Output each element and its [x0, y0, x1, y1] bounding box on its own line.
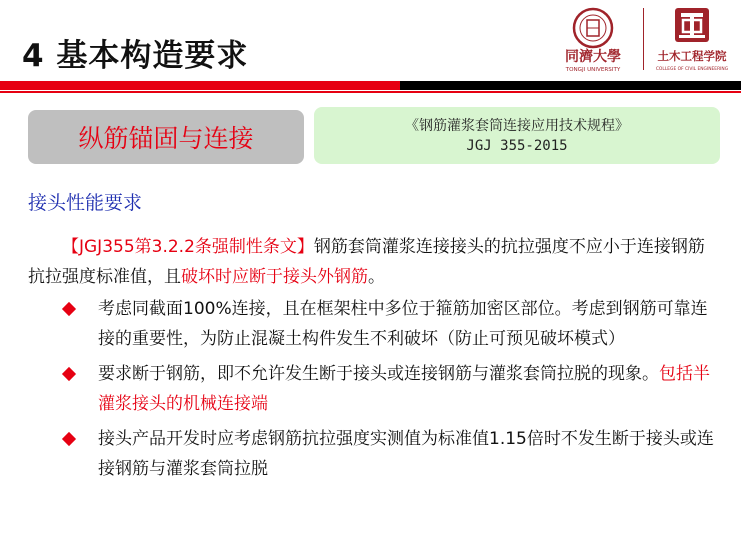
mandatory-clause-paragraph: [28, 232, 718, 292]
standard-name: 《钢筋灌浆套筒连接应用技术规程》: [405, 117, 629, 134]
standard-reference: [314, 107, 720, 164]
header-rule-thin: [0, 91, 741, 93]
subtitle: 接头性能要求: [28, 192, 143, 214]
diamond-bullet-icon: [62, 432, 76, 446]
diamond-bullet-icon: [62, 302, 76, 316]
list-item-highlight: 包括半灌浆接头的机械连接端: [98, 364, 710, 414]
tongji-logo-name: 同濟大學: [565, 49, 621, 65]
page-title: 4 基本构造要求: [22, 38, 249, 74]
list-item: [58, 424, 718, 484]
clause-end: 。: [368, 267, 385, 287]
logo-divider: [643, 8, 644, 70]
requirement-list: [58, 294, 718, 484]
list-item: [58, 359, 718, 419]
list-item: [58, 294, 718, 354]
tongji-logo-name-en: TONGJI UNIVERSITY: [565, 67, 621, 73]
civil-logo-name: 土木工程学院: [657, 49, 727, 63]
list-item-text: 考虑同截面100%连接，且在框架柱中多位于箍筋加密区部位。考虑到钢筋可靠连接的重要性，为防止混凝土构件发生不利破坏（防止可预见破坏模式）: [98, 299, 708, 349]
diamond-bullet-icon: [62, 367, 76, 381]
list-item-text: 接头产品开发时应考虑钢筋抗拉强度实测值为标准值1.15倍时不发生断于接头或连接钢筋与灌浆套筒拉脱: [98, 429, 714, 479]
civil-logo-name-en: COLLEGE OF CIVIL ENGINEERING: [655, 67, 729, 72]
tongji-university-logo: [548, 4, 638, 74]
civil-engineering-college-logo: [650, 4, 735, 74]
list-item-text: 要求断于钢筋，即不允许发生断于接头或连接钢筋与灌浆套筒拉脱的现象。: [98, 364, 659, 384]
clause-tag: 【JGJ355第3.2.2条强制性条文】: [62, 237, 314, 257]
clause-text: 钢筋套筒灌浆连接接头的抗拉强度不应小于连接钢筋抗拉强度标准值，且: [28, 237, 705, 287]
standard-code: JGJ 355-2015: [466, 137, 568, 154]
clause-highlight: 破坏时应断于接头外钢筋: [181, 267, 368, 287]
section-title: 纵筋锚固与连接: [28, 110, 304, 164]
header-rule-red: [0, 81, 400, 90]
